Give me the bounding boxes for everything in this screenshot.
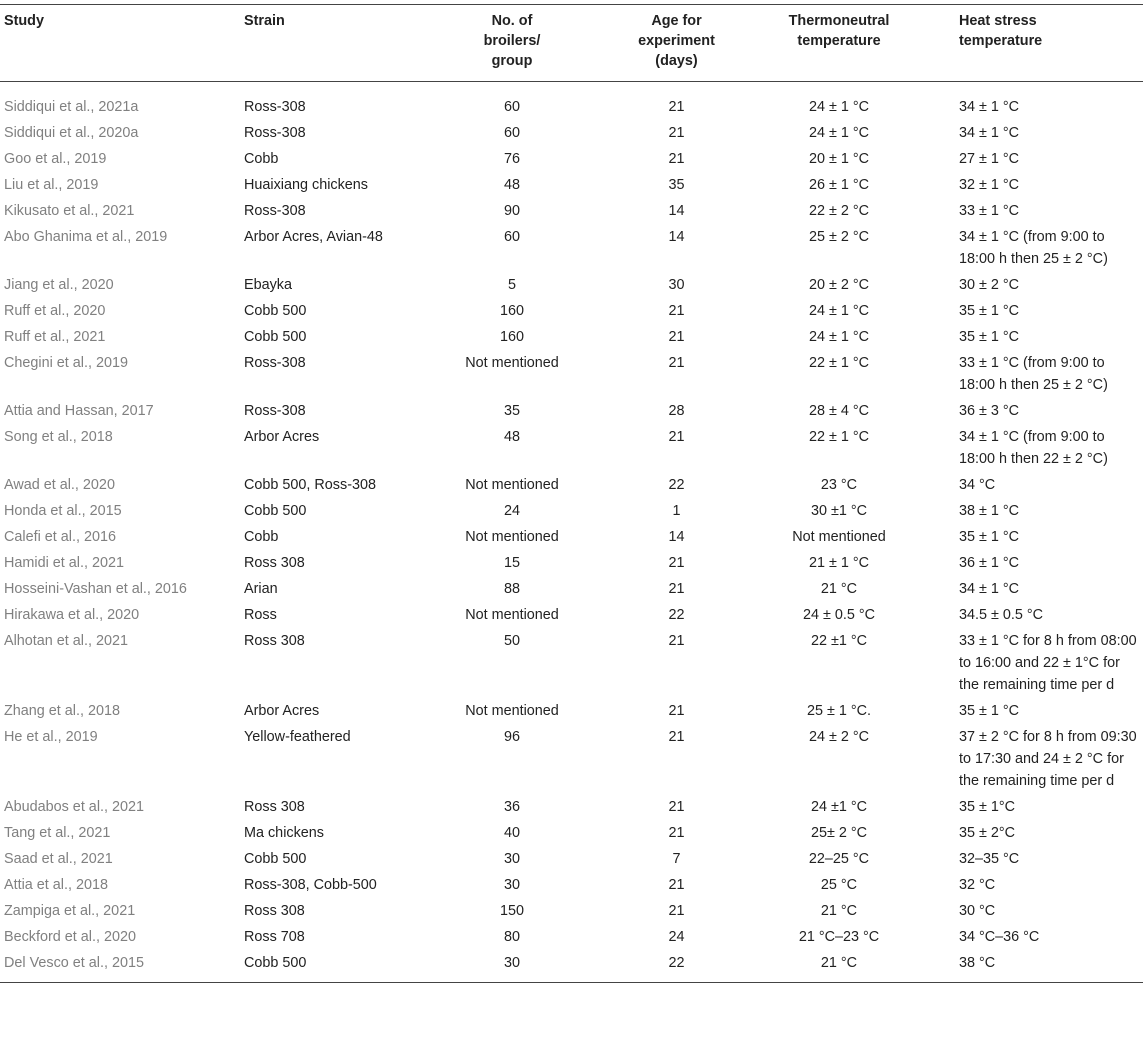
cell-age: 22	[668, 607, 685, 623]
cell-heat-stress: 34 ± 1 °C	[959, 125, 1020, 141]
cell-age: 28	[668, 403, 685, 419]
cell-age: 14	[668, 229, 685, 245]
cell-broilers: 24	[503, 503, 520, 519]
header-row	[0, 5, 1143, 82]
table-row	[0, 820, 1143, 846]
cell-study: Liu et al., 2019	[4, 177, 99, 193]
cell-broilers: 15	[503, 555, 520, 571]
table-row	[0, 950, 1143, 983]
cell-heat-stress: 34 ± 1 °C	[959, 99, 1020, 115]
cell-age: 21	[668, 329, 685, 345]
cell-broilers: Not mentioned	[465, 607, 559, 623]
cell-age: 7	[672, 851, 681, 867]
cell-study: Zhang et al., 2018	[4, 703, 121, 719]
cell-thermoneutral: 21 °C–23 °C	[798, 929, 880, 945]
cell-age: 24	[668, 929, 685, 945]
cell-age: 21	[668, 633, 685, 649]
cell-thermoneutral: 24 ± 1 °C	[808, 303, 870, 319]
cell-strain: Ma chickens	[244, 825, 324, 841]
cell-heat-stress: 38 °C	[939, 950, 1143, 983]
cell-thermoneutral: 24 ± 0.5 °C	[802, 607, 876, 623]
table-row	[0, 898, 1143, 924]
cell-strain: Cobb	[244, 529, 279, 545]
cell-thermoneutral: 26 ± 1 °C	[808, 177, 870, 193]
cell-strain: Cobb 500	[244, 303, 307, 319]
cell-broilers: 50	[503, 633, 520, 649]
table-row	[0, 846, 1143, 872]
cell-age: 35	[668, 177, 685, 193]
cell-age: 21	[668, 825, 685, 841]
table-row	[0, 628, 1143, 698]
cell-broilers: 30	[503, 851, 520, 867]
cell-broilers: 48	[503, 177, 520, 193]
cell-age: 21	[668, 729, 685, 745]
cell-thermoneutral: 24 ± 1 °C	[808, 99, 870, 115]
cell-heat-stress: 35 ± 1 °C	[959, 703, 1020, 719]
cell-strain: Cobb	[244, 151, 279, 167]
cell-thermoneutral: 28 ± 4 °C	[808, 403, 870, 419]
cell-strain: Cobb 500, Ross-308	[244, 477, 376, 493]
cell-strain: Huaixiang chickens	[244, 177, 368, 193]
cell-broilers: 80	[503, 929, 520, 945]
cell-broilers: Not mentioned	[465, 355, 559, 371]
cell-age: 21	[668, 99, 685, 115]
cell-thermoneutral: 21 °C	[739, 950, 939, 983]
cell-broilers: 60	[503, 125, 520, 141]
cell-study: Del Vesco et al., 2015	[0, 950, 240, 983]
cell-age: 21	[668, 555, 685, 571]
cell-broilers: 30	[503, 877, 520, 893]
cell-age: 14	[668, 529, 685, 545]
cell-thermoneutral: 25± 2 °C	[810, 825, 868, 841]
table-row	[0, 350, 1143, 398]
cell-thermoneutral: 21 °C	[820, 903, 858, 919]
cell-study: Awad et al., 2020	[4, 477, 115, 493]
cell-study: Attia et al., 2018	[4, 877, 109, 893]
cell-heat-stress: 34 ± 1 °C (from 9:00 to 18:00 h then 25 ± 2 °C)	[959, 229, 1108, 267]
study-table	[0, 4, 1143, 983]
cell-heat-stress: 35 ± 2°C	[959, 825, 1016, 841]
cell-study: Siddiqui et al., 2021a	[4, 99, 139, 115]
cell-heat-stress: 34 °C	[959, 477, 996, 493]
cell-strain: Cobb 500	[244, 329, 307, 345]
table-row	[0, 872, 1143, 898]
cell-heat-stress: 34 ± 1 °C (from 9:00 to 18:00 h then 22 ± 2 °C)	[959, 429, 1108, 467]
cell-strain: Ross 308	[244, 903, 305, 919]
cell-study: Abo Ghanima et al., 2019	[4, 229, 168, 245]
cell-study: Hamidi et al., 2021	[4, 555, 124, 571]
cell-strain: Ross	[244, 607, 277, 623]
cell-broilers: 5	[507, 277, 516, 293]
cell-study: Saad et al., 2021	[4, 851, 113, 867]
cell-study: Siddiqui et al., 2020a	[4, 125, 139, 141]
cell-broilers: 60	[503, 229, 520, 245]
cell-broilers: Not mentioned	[465, 703, 559, 719]
cell-thermoneutral: 21 ± 1 °C	[808, 555, 870, 571]
cell-age: 21	[668, 581, 685, 597]
cell-age: 21	[668, 903, 685, 919]
cell-age: 30	[668, 277, 685, 293]
table-row	[0, 146, 1143, 172]
cell-strain: Ross-308	[244, 203, 306, 219]
cell-heat-stress: 35 ± 1 °C	[959, 303, 1020, 319]
cell-study: Hirakawa et al., 2020	[4, 607, 140, 623]
cell-age: 21	[668, 151, 685, 167]
cell-study: Attia and Hassan, 2017	[4, 403, 154, 419]
cell-study: Goo et al., 2019	[4, 151, 107, 167]
cell-thermoneutral: 22–25 °C	[808, 851, 870, 867]
cell-strain: Ross 308	[244, 799, 305, 815]
cell-heat-stress: 33 ± 1 °C	[959, 203, 1020, 219]
cell-study: Calefi et al., 2016	[4, 529, 116, 545]
table-row	[0, 398, 1143, 424]
cell-thermoneutral: 25 ± 1 °C.	[806, 703, 872, 719]
cell-strain: Ross-308	[244, 403, 306, 419]
cell-thermoneutral: 24 ± 1 °C	[808, 125, 870, 141]
cell-strain: Cobb 500	[244, 503, 307, 519]
table-row	[0, 794, 1143, 820]
cell-heat-stress: 33 ± 1 °C (from 9:00 to 18:00 h then 25 ± 2 °C)	[959, 355, 1108, 393]
cell-study: Ruff et al., 2021	[4, 329, 106, 345]
cell-study: Jiang et al., 2020	[4, 277, 114, 293]
cell-heat-stress: 34 °C–36 °C	[959, 929, 1040, 945]
cell-heat-stress: 27 ± 1 °C	[959, 151, 1020, 167]
cell-heat-stress: 33 ± 1 °C for 8 h from 08:00 to 16:00 and 22 ± 1°C for the remaining time per d	[959, 633, 1137, 693]
cell-heat-stress: 37 ± 2 °C for 8 h from 09:30 to 17:30 and 24 ± 2 °C for the remaining time per d	[959, 729, 1137, 789]
cell-age: 21	[668, 355, 685, 371]
cell-age: 22	[668, 477, 685, 493]
cell-study: Honda et al., 2015	[4, 503, 122, 519]
cell-thermoneutral: 25 ± 2 °C	[808, 229, 870, 245]
cell-study: Ruff et al., 2020	[4, 303, 106, 319]
cell-study: Chegini et al., 2019	[4, 355, 129, 371]
cell-broilers: 150	[499, 903, 524, 919]
table-body	[0, 82, 1143, 983]
table-row	[0, 224, 1143, 272]
table-row	[0, 198, 1143, 224]
cell-age: 14	[668, 203, 685, 219]
cell-broilers: 160	[499, 303, 524, 319]
table-row	[0, 550, 1143, 576]
cell-study: Hosseini-Vashan et al., 2016	[4, 581, 187, 597]
cell-thermoneutral: 22 ± 1 °C	[808, 355, 870, 371]
cell-strain: Cobb 500	[240, 950, 410, 983]
table-row	[0, 472, 1143, 498]
cell-strain: Arian	[244, 581, 278, 597]
cell-thermoneutral: 20 ± 2 °C	[808, 277, 870, 293]
cell-age: 21	[668, 703, 685, 719]
cell-broilers: 90	[503, 203, 520, 219]
cell-heat-stress: 35 ± 1°C	[959, 799, 1016, 815]
cell-study: He et al., 2019	[4, 729, 98, 745]
cell-heat-stress: 32 °C	[959, 877, 996, 893]
cell-study: Beckford et al., 2020	[4, 929, 136, 945]
table-row	[0, 324, 1143, 350]
cell-thermoneutral: Not mentioned	[792, 529, 886, 545]
cell-study: Alhotan et al., 2021	[4, 633, 129, 649]
cell-strain: Ebayka	[244, 277, 292, 293]
cell-broilers: 35	[503, 403, 520, 419]
table-row	[0, 724, 1143, 794]
cell-strain: Arbor Acres, Avian-48	[244, 229, 383, 245]
cell-broilers: 76	[503, 151, 520, 167]
cell-thermoneutral: 20 ± 1 °C	[808, 151, 870, 167]
table-row	[0, 524, 1143, 550]
cell-age: 21	[668, 125, 685, 141]
cell-study: Song et al., 2018	[4, 429, 113, 445]
header-strain: Strain	[240, 5, 410, 82]
table-row	[0, 82, 1143, 121]
table-row	[0, 498, 1143, 524]
cell-broilers: 160	[499, 329, 524, 345]
cell-thermoneutral: 24 ± 2 °C	[808, 729, 870, 745]
table-row	[0, 120, 1143, 146]
cell-thermoneutral: 22 ± 2 °C	[808, 203, 870, 219]
cell-study: Abudabos et al., 2021	[4, 799, 145, 815]
cell-broilers: Not mentioned	[465, 477, 559, 493]
cell-age: 1	[672, 503, 681, 519]
cell-study: Kikusato et al., 2021	[4, 203, 135, 219]
cell-thermoneutral: 30 ±1 °C	[810, 503, 868, 519]
cell-thermoneutral: 22 ± 1 °C	[808, 429, 870, 445]
cell-age: 21	[668, 799, 685, 815]
header-broilers: No. of broilers/ group	[410, 5, 614, 82]
cell-broilers: 36	[503, 799, 520, 815]
cell-heat-stress: 38 ± 1 °C	[959, 503, 1020, 519]
cell-heat-stress: 34.5 ± 0.5 °C	[959, 607, 1044, 623]
cell-strain: Arbor Acres	[244, 429, 320, 445]
cell-strain: Ross 308	[244, 555, 305, 571]
cell-thermoneutral: 24 ± 1 °C	[808, 329, 870, 345]
table-row	[0, 298, 1143, 324]
table-row	[0, 576, 1143, 602]
cell-thermoneutral: 23 °C	[820, 477, 858, 493]
cell-age: 22	[614, 950, 739, 983]
table-row	[0, 424, 1143, 472]
cell-heat-stress: 34 ± 1 °C	[959, 581, 1020, 597]
cell-heat-stress: 32 ± 1 °C	[959, 177, 1020, 193]
cell-broilers: 60	[503, 99, 520, 115]
cell-broilers: 88	[503, 581, 520, 597]
table-header	[0, 5, 1143, 82]
cell-heat-stress: 35 ± 1 °C	[959, 329, 1020, 345]
cell-strain: Ross 708	[244, 929, 305, 945]
cell-strain: Ross 308	[244, 633, 305, 649]
cell-heat-stress: 36 ± 1 °C	[959, 555, 1020, 571]
cell-strain: Yellow-feathered	[244, 729, 351, 745]
cell-broilers: 48	[503, 429, 520, 445]
cell-broilers: 96	[503, 729, 520, 745]
table-row	[0, 698, 1143, 724]
cell-study: Zampiga et al., 2021	[4, 903, 136, 919]
table-row	[0, 602, 1143, 628]
cell-broilers: 40	[503, 825, 520, 841]
header-thermoneutral: Thermoneutral temperature	[739, 5, 939, 82]
cell-strain: Ross-308	[244, 355, 306, 371]
cell-age: 21	[668, 429, 685, 445]
cell-strain: Ross-308	[244, 125, 306, 141]
cell-strain: Ross-308	[244, 99, 306, 115]
cell-thermoneutral: 22 ±1 °C	[810, 633, 868, 649]
cell-heat-stress: 32–35 °C	[959, 851, 1020, 867]
cell-heat-stress: 35 ± 1 °C	[959, 529, 1020, 545]
cell-age: 21	[668, 877, 685, 893]
header-study: Study	[0, 5, 240, 82]
cell-study: Tang et al., 2021	[4, 825, 111, 841]
table-row	[0, 272, 1143, 298]
cell-strain: Cobb 500	[244, 851, 307, 867]
cell-broilers: 30	[410, 950, 614, 983]
header-heat-stress: Heat stress temperature	[939, 5, 1143, 82]
cell-strain: Arbor Acres	[244, 703, 320, 719]
cell-heat-stress: 30 °C	[959, 903, 996, 919]
table-row	[0, 924, 1143, 950]
cell-thermoneutral: 25 °C	[820, 877, 858, 893]
cell-thermoneutral: 21 °C	[820, 581, 858, 597]
cell-heat-stress: 30 ± 2 °C	[959, 277, 1020, 293]
cell-broilers: Not mentioned	[465, 529, 559, 545]
cell-strain: Ross-308, Cobb-500	[244, 877, 377, 893]
cell-age: 21	[668, 303, 685, 319]
header-age: Age for experiment (days)	[614, 5, 739, 82]
cell-heat-stress: 36 ± 3 °C	[959, 403, 1020, 419]
cell-thermoneutral: 24 ±1 °C	[810, 799, 868, 815]
table-row	[0, 172, 1143, 198]
